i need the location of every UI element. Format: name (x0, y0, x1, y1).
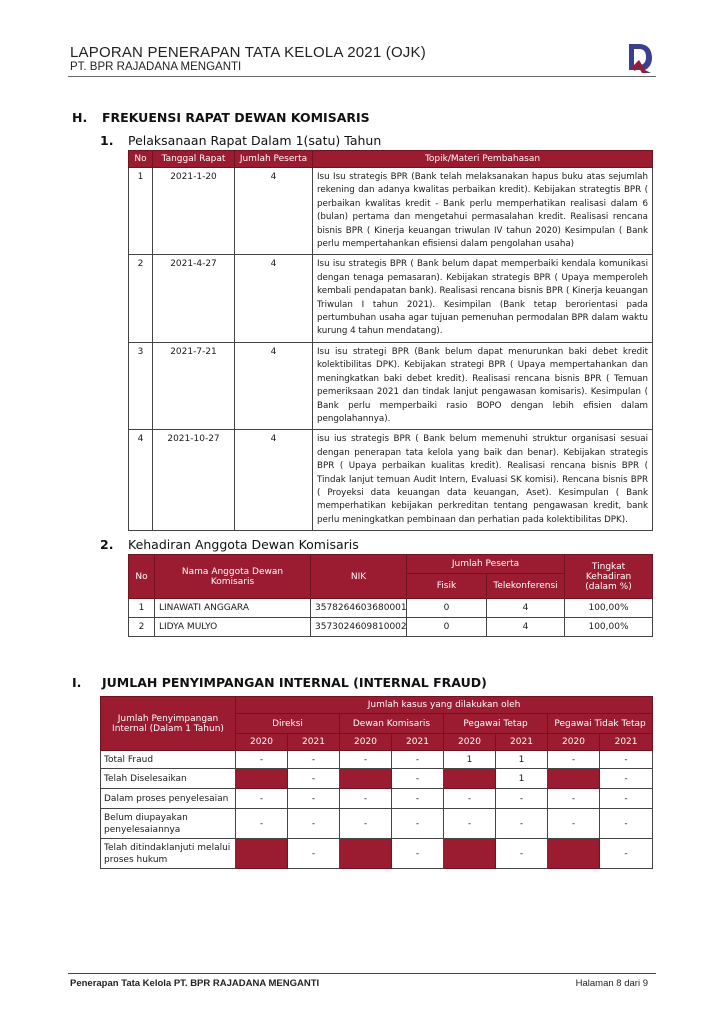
column-header: Topik/Materi Pembahasan (313, 151, 653, 168)
column-header: Fisik (407, 574, 487, 599)
attendance-rate: 100,00% (565, 599, 653, 618)
column-header: Tingkat Kehadiran (dalam %) (565, 555, 653, 599)
section-i-label: I. (72, 675, 82, 690)
column-header: Telekonferensi (487, 574, 565, 599)
fraud-count-cell (236, 839, 288, 869)
table-row (101, 789, 653, 809)
column-header: Jumlah Penyimpangan Internal (Dalam 1 Tahun) (101, 697, 236, 751)
column-header: NIK (311, 555, 407, 599)
participant-count: 4 (235, 342, 313, 429)
fraud-count-cell: - (600, 809, 653, 839)
fraud-count-cell (340, 769, 392, 789)
fraud-row-label: Telah Diselesaikan (101, 769, 236, 789)
meeting-topic: Isu isu strategis BPR ( Bank belum dapat memperbaiki kendala komunikasi dengan tenaga pemasaran). Kebijakan strategis BPR ( Upaya memperoleh kembali pendapatan bank). Realisasi rencana bisnis BPR ( Kinerja keuangan Triwulan I tahun 2021). Kesimpilan (Bank tetap berorientasi pada pertumbuhan usaha agar tujuan pemenuhan permodalan BPR dalam waktu kurung 4 tahun mendatang). (313, 255, 653, 342)
fraud-row-label: Dalam proses penyelesaian (101, 789, 236, 809)
column-header: Jumlah Peserta (407, 555, 565, 574)
fraud-count-cell: - (548, 789, 600, 809)
table-row (101, 809, 653, 839)
table-row (101, 769, 653, 789)
row-number: 2 (129, 618, 155, 637)
column-header: Dewan Komisaris (340, 714, 444, 734)
table-row (129, 342, 653, 429)
meeting-date: 2021-10-27 (153, 430, 235, 531)
column-header: 2021 (392, 734, 444, 751)
fraud-row-label: Total Fraud (101, 751, 236, 769)
table-row (129, 599, 653, 618)
fraud-count-cell (548, 839, 600, 869)
subsection-number: 1. (100, 133, 114, 148)
fraud-count-cell: - (288, 839, 340, 869)
row-number: 2 (129, 255, 153, 342)
section-h-label: H. (72, 110, 88, 125)
column-header: No (129, 555, 155, 599)
fraud-count-cell: - (288, 809, 340, 839)
subsection-attendance-heading (100, 537, 359, 552)
subsection-title: Pelaksanaan Rapat Dalam 1(satu) Tahun (128, 133, 382, 148)
fraud-count-cell: - (444, 789, 496, 809)
fraud-count-cell (236, 769, 288, 789)
section-h-heading (72, 110, 370, 125)
meeting-topic: Isu Isu strategis BPR (Bank telah melaksanakan hapus buku atas sejumlah rekening dan adanya kwalitas perbaikan kredit). Kebijakan strategtis BPR ( perbaikan kwalitas kredit - Bank perlu memperhatikan realisasi dalam 6 (bulan) pertama dan mengetahui permasalahan kredit. Realisasi rencana bisnis BPR ( Kinerja keuangan triwulan IV tahun 2020) Kesimpulan ( Bank perlu mempertahankan efisiensi dalam pengolahan usaha) (313, 168, 653, 255)
fraud-count-cell: - (548, 809, 600, 839)
physical-count: 0 (407, 618, 487, 637)
section-h-title: FREKUENSI RAPAT DEWAN KOMISARIS (102, 110, 370, 125)
column-header: 2020 (548, 734, 600, 751)
row-number: 4 (129, 430, 153, 531)
column-header: Pegawai Tetap (444, 714, 548, 734)
header-divider (68, 76, 656, 77)
teleconference-count: 4 (487, 599, 565, 618)
column-header: 2021 (496, 734, 548, 751)
fraud-count-cell: - (288, 789, 340, 809)
page-number: Halaman 8 dari 9 (575, 978, 648, 989)
table-row (129, 430, 653, 531)
fraud-count-cell: 1 (496, 751, 548, 769)
fraud-count-cell: - (340, 789, 392, 809)
fraud-count-cell (444, 769, 496, 789)
fraud-count-cell: - (392, 809, 444, 839)
meeting-date: 2021-7-21 (153, 342, 235, 429)
column-header: No (129, 151, 153, 168)
fraud-count-cell (548, 769, 600, 789)
fraud-count-cell: - (496, 809, 548, 839)
row-number: 1 (129, 599, 155, 618)
fraud-count-cell: - (340, 751, 392, 769)
column-header: Direksi (236, 714, 340, 734)
physical-count: 0 (407, 599, 487, 618)
fraud-count-cell: - (288, 769, 340, 789)
meeting-date: 2021-4-27 (153, 255, 235, 342)
member-name: LINAWATI ANGGARA (155, 599, 311, 618)
fraud-count-cell: - (236, 789, 288, 809)
report-title: LAPORAN PENERAPAN TATA KELOLA 2021 (OJK) (70, 44, 426, 61)
fraud-count-cell: - (392, 751, 444, 769)
table-row (101, 839, 653, 869)
column-header: 2020 (236, 734, 288, 751)
fraud-count-cell: - (600, 769, 653, 789)
fraud-count-cell (444, 839, 496, 869)
section-i-title: JUMLAH PENYIMPANGAN INTERNAL (INTERNAL FRAUD) (102, 675, 487, 690)
table-header-row (101, 697, 653, 714)
teleconference-count: 4 (487, 618, 565, 637)
table-row (129, 255, 653, 342)
meeting-date: 2021-1-20 (153, 168, 235, 255)
meeting-topic: Isu isu strategi BPR (Bank belum dapat menurunkan baki debet kredit kolektibilitas DPK). Kebijakan strategi BPR ( Upaya mempertahankan dan meningkatkan baki debet kredit). Realisasi rencana bisnis BPR ( Temuan pemeriksaan 2021 dan tindak lanjut pengawasan komisaris). Kesimpulan ( Bank perlu memperbaiki rasio BOPO dengan lebih efisien dalam pengolahannya). (313, 342, 653, 429)
member-nik: 3573024609810002 (311, 618, 407, 637)
meeting-table (128, 150, 653, 531)
row-number: 3 (129, 342, 153, 429)
table-header-row (129, 151, 653, 168)
table-row (129, 618, 653, 637)
fraud-count-cell (340, 839, 392, 869)
fraud-count-cell: - (548, 751, 600, 769)
fraud-count-cell: - (444, 809, 496, 839)
participant-count: 4 (235, 430, 313, 531)
fraud-count-cell: - (340, 809, 392, 839)
fraud-count-cell: - (236, 809, 288, 839)
column-header: Nama Anggota Dewan Komisaris (155, 555, 311, 599)
attendance-rate: 100,00% (565, 618, 653, 637)
footer-text: Penerapan Tata Kelola PT. BPR RAJADANA MENGANTI (70, 978, 320, 989)
column-header: Jumlah Peserta (235, 151, 313, 168)
subsection-number: 2. (100, 537, 114, 552)
column-header: 2021 (288, 734, 340, 751)
column-header: 2020 (444, 734, 496, 751)
participant-count: 4 (235, 168, 313, 255)
footer-divider (68, 973, 656, 974)
fraud-count-cell: - (496, 839, 548, 869)
column-header: 2021 (600, 734, 653, 751)
fraud-row-label: Telah ditindaklanjuti melalui proses hukum (101, 839, 236, 869)
fraud-count-cell: - (392, 789, 444, 809)
meeting-topic: isu ius strategis BPR ( Bank belum memenuhi struktur organisasi sesuai dengan penerapan tata kelola yang baik dan benar). Kebijakan strategis BPR ( Upaya perbaikan kualitas kredit). Realisasi rencana bisnis BPR ( Tindak lanjut temuan Audit Intern, Evaluasi SK komisi). Rencana bisnis BPR ( Proyeksi data keuangan data keuangan, Aset). Kesimpulan ( Bank memperhatikan kebijakan perkreditan tentang pengawasan kredit, bank perlu meningkatkan pembinaan dan perhatian pada kolektibilitas DPK). (313, 430, 653, 531)
column-header: Pegawai Tidak Tetap (548, 714, 653, 734)
section-i-heading (72, 675, 487, 690)
fraud-row-label: Belum diupayakan penyelesaiannya (101, 809, 236, 839)
company-name: PT. BPR RAJADANA MENGANTI (70, 61, 242, 73)
table-header-row (129, 555, 653, 574)
fraud-count-cell: - (392, 839, 444, 869)
participant-count: 4 (235, 255, 313, 342)
column-header: 2020 (340, 734, 392, 751)
fraud-count-cell: 1 (444, 751, 496, 769)
fraud-count-cell: - (600, 839, 653, 869)
fraud-count-cell: - (288, 751, 340, 769)
fraud-count-cell: 1 (496, 769, 548, 789)
fraud-count-cell: - (236, 751, 288, 769)
member-nik: 3578264603680001 (311, 599, 407, 618)
column-header: Jumlah kasus yang dilakukan oleh (236, 697, 653, 714)
column-header: Tanggal Rapat (153, 151, 235, 168)
fraud-table-body (101, 751, 653, 869)
fraud-table (100, 696, 653, 869)
subsection-meeting-heading (100, 133, 381, 148)
fraud-count-cell: - (600, 751, 653, 769)
bank-logo-icon (625, 42, 655, 74)
attendance-table (128, 554, 653, 637)
row-number: 1 (129, 168, 153, 255)
fraud-count-cell: - (392, 769, 444, 789)
table-row (129, 168, 653, 255)
member-name: LIDYA MULYO (155, 618, 311, 637)
table-row (101, 751, 653, 769)
fraud-count-cell: - (496, 789, 548, 809)
fraud-count-cell: - (600, 789, 653, 809)
subsection-title: Kehadiran Anggota Dewan Komisaris (128, 537, 359, 552)
